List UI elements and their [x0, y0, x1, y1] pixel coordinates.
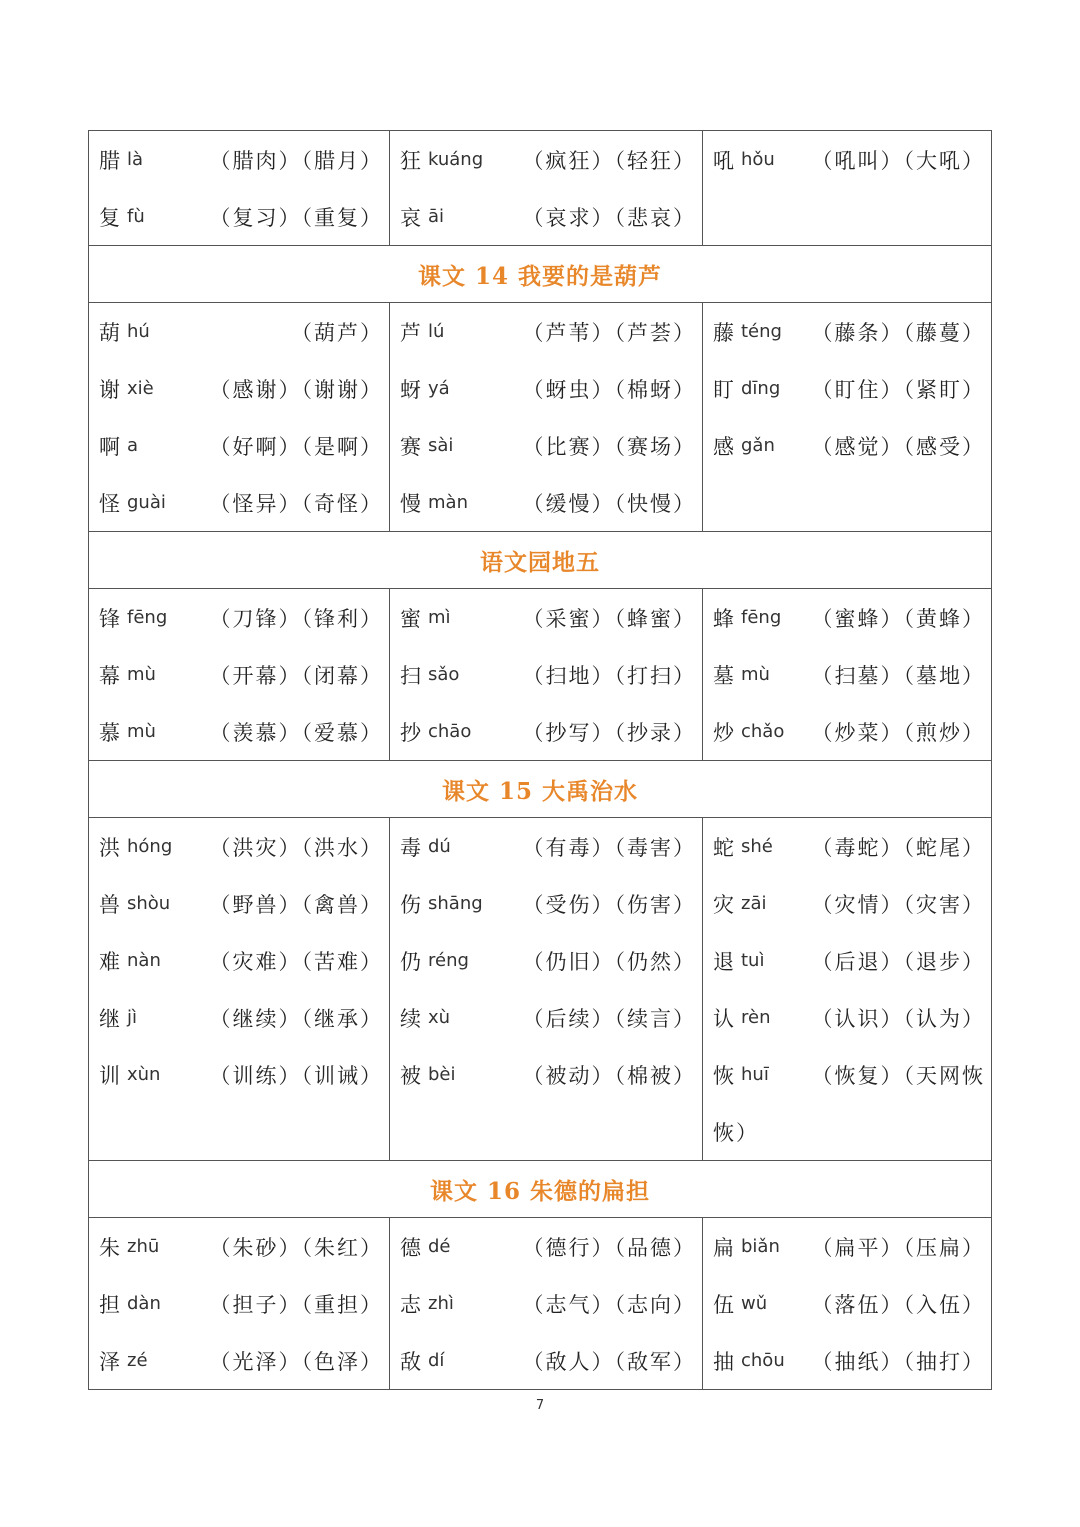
- entry-words: （疯狂）（轻狂）: [522, 148, 696, 173]
- entry-words: （扁平）（压扁）: [811, 1235, 985, 1260]
- entry-words: （蜜蜂）（黄蜂）: [811, 606, 985, 631]
- vocab-cell: [703, 131, 992, 246]
- entry-pinyin: réng: [428, 950, 469, 971]
- entry-words: （光泽）（色泽）: [209, 1349, 383, 1374]
- entry-pinyin: fù: [127, 206, 145, 227]
- entry-character: 蛇: [713, 835, 734, 860]
- vocab-entry: [400, 989, 696, 1046]
- entry-character: 狂: [400, 148, 421, 173]
- entry-words: （刀锋）（锋利）: [209, 606, 383, 631]
- vocab-entry: [400, 188, 696, 245]
- entry-character: 慕: [99, 720, 120, 745]
- entry-pinyin: xiè: [127, 378, 154, 399]
- entry-words: （落伍）（入伍）: [811, 1292, 985, 1317]
- entry-pinyin: zāi: [741, 893, 767, 914]
- entry-words: （开幕）（闭幕）: [209, 663, 383, 688]
- vocab-entry: [99, 875, 383, 932]
- vocab-cell: [89, 303, 390, 532]
- entry-character: 灾: [713, 892, 734, 917]
- vocab-entry: [713, 989, 985, 1046]
- entry-character: 朱: [99, 1235, 120, 1260]
- entry-words: （灾难）（苦难）: [209, 949, 383, 974]
- vocab-cell: [89, 818, 390, 1161]
- vocab-entry: [713, 1218, 985, 1275]
- entry-pinyin: là: [127, 149, 144, 170]
- entry-character: 蚜: [400, 377, 421, 402]
- vocab-cell: [390, 589, 703, 761]
- entry-pinyin: dé: [428, 1236, 451, 1257]
- entry-words: （洪灾）（洪水）: [209, 835, 383, 860]
- entry-character: 被: [400, 1063, 421, 1088]
- vocab-entry: [99, 188, 383, 245]
- vocab-entry: [99, 1275, 383, 1332]
- entry-character: 恢: [713, 1063, 734, 1088]
- entry-character: 啊: [99, 434, 120, 459]
- entry-pinyin: shé: [741, 836, 773, 857]
- vocab-entry: [99, 932, 383, 989]
- entry-character: 锋: [99, 606, 120, 631]
- vocab-entry: [400, 589, 696, 646]
- entry-pinyin: xùn: [127, 1064, 161, 1085]
- entry-words: （训练）（训诫）: [209, 1063, 383, 1088]
- entry-character: 退: [713, 949, 734, 974]
- entry-pinyin: mù: [741, 664, 770, 685]
- entry-words: （比赛）（赛场）: [522, 434, 696, 459]
- vocab-entry: [713, 1332, 985, 1389]
- entry-character: 蜜: [400, 606, 421, 631]
- entry-character: 谢: [99, 377, 120, 402]
- entry-pinyin: mì: [428, 607, 451, 628]
- entry-pinyin: hú: [127, 321, 150, 342]
- entry-words: （怪异）（奇怪）: [209, 491, 383, 516]
- vocab-entry: [713, 875, 985, 932]
- entry-pinyin: gǎn: [741, 435, 775, 456]
- vocab-entry: [400, 417, 696, 474]
- entry-character: 泽: [99, 1349, 120, 1374]
- entry-character: 德: [400, 1235, 421, 1260]
- entry-words: （抽纸）（抽打）: [811, 1349, 985, 1374]
- entry-words: （野兽）（禽兽）: [209, 892, 383, 917]
- entry-words: （感谢）（谢谢）: [209, 377, 383, 402]
- vocab-entry: [713, 589, 985, 646]
- entry-pinyin: biǎn: [741, 1236, 780, 1257]
- vocab-entry: [99, 303, 383, 360]
- section-title: 课文 15 大禹治水: [89, 761, 992, 818]
- entry-pinyin: sài: [428, 435, 454, 456]
- entry-character: 慢: [400, 491, 421, 516]
- entry-words: （志气）（志向）: [522, 1292, 696, 1317]
- vocab-entry: [713, 417, 985, 474]
- entry-character: 伤: [400, 892, 421, 917]
- entry-character: 抽: [713, 1349, 734, 1374]
- vocab-entry: [400, 703, 696, 760]
- entry-pinyin: huī: [741, 1064, 769, 1085]
- section-title: 语文园地五: [89, 532, 992, 589]
- entry-pinyin: dàn: [127, 1293, 161, 1314]
- entry-character: 蜂: [713, 606, 734, 631]
- entry-pinyin: dīng: [741, 378, 781, 399]
- entry-pinyin: jì: [127, 1007, 138, 1028]
- entry-character: 毒: [400, 835, 421, 860]
- vocab-entry: [400, 818, 696, 875]
- entry-pinyin: a: [127, 435, 139, 456]
- vocab-row: [89, 589, 992, 761]
- entry-pinyin: yá: [428, 378, 450, 399]
- entry-character: 认: [713, 1006, 734, 1031]
- entry-pinyin: dú: [428, 836, 451, 857]
- entry-pinyin: rèn: [741, 1007, 771, 1028]
- entry-pinyin: hóng: [127, 836, 173, 857]
- vocab-entry: [400, 474, 696, 531]
- entry-words: （腊肉）（腊月）: [209, 148, 383, 173]
- entry-pinyin: dí: [428, 1350, 445, 1371]
- entry-words: （担子）（重担）: [209, 1292, 383, 1317]
- vocab-entry: [400, 1332, 696, 1389]
- entry-character: 赛: [400, 434, 421, 459]
- vocab-cell: [390, 131, 703, 246]
- vocab-row: [89, 1218, 992, 1390]
- entry-character: 继: [99, 1006, 120, 1031]
- section-header-row: [89, 246, 992, 303]
- vocab-entry: [713, 1275, 985, 1332]
- entry-character: 芦: [400, 320, 421, 345]
- entry-continuation: 恢）: [713, 1120, 759, 1145]
- vocab-entry: [713, 646, 985, 703]
- entry-pinyin: kuáng: [428, 149, 484, 170]
- entry-words: （被动）（棉被）: [522, 1063, 696, 1088]
- vocab-entry: [99, 646, 383, 703]
- vocab-entry: [400, 1046, 696, 1103]
- entry-character: 怪: [99, 491, 120, 516]
- entry-pinyin: hǒu: [741, 149, 775, 170]
- vocab-entry: [400, 875, 696, 932]
- entry-character: 炒: [713, 720, 734, 745]
- entry-character: 藤: [713, 320, 734, 345]
- vocab-entry: [713, 1046, 985, 1103]
- vocab-entry: [713, 932, 985, 989]
- entry-pinyin: tuì: [741, 950, 765, 971]
- vocab-cell: [703, 303, 992, 532]
- entry-character: 墓: [713, 663, 734, 688]
- entry-words: （仍旧）（仍然）: [522, 949, 696, 974]
- entry-character: 志: [400, 1292, 421, 1317]
- vocab-entry: [400, 1275, 696, 1332]
- entry-pinyin: mù: [127, 721, 156, 742]
- entry-words: （继续）（继承）: [209, 1006, 383, 1031]
- entry-character: 续: [400, 1006, 421, 1031]
- entry-character: 担: [99, 1292, 120, 1317]
- vocab-entry: [99, 131, 383, 188]
- entry-character: 仍: [400, 949, 421, 974]
- entry-pinyin: zé: [127, 1350, 148, 1371]
- entry-character: 葫: [99, 320, 120, 345]
- entry-pinyin: guài: [127, 492, 166, 513]
- section-title: 课文 14 我要的是葫芦: [89, 246, 992, 303]
- section-header-row: [89, 1161, 992, 1218]
- entry-pinyin: sǎo: [428, 664, 460, 685]
- entry-words: （盯住）（紧盯）: [811, 377, 985, 402]
- entry-pinyin: fēng: [741, 607, 782, 628]
- entry-pinyin: téng: [741, 321, 782, 342]
- entry-words: （感觉）（感受）: [811, 434, 985, 459]
- vocab-entry: [99, 1332, 383, 1389]
- entry-pinyin: fēng: [127, 607, 168, 628]
- entry-character: 幕: [99, 663, 120, 688]
- entry-words: （敌人）（敌军）: [522, 1349, 696, 1374]
- section-header-row: [89, 761, 992, 818]
- vocab-entry: [400, 303, 696, 360]
- vocab-cell: [89, 589, 390, 761]
- entry-character: 感: [713, 434, 734, 459]
- entry-character: 扫: [400, 663, 421, 688]
- entry-words: （好啊）（是啊）: [209, 434, 383, 459]
- entry-words: （受伤）（伤害）: [522, 892, 696, 917]
- entry-character: 腊: [99, 148, 120, 173]
- vocab-entry: [99, 589, 383, 646]
- vocab-entry: [99, 1218, 383, 1275]
- entry-character: 难: [99, 949, 120, 974]
- entry-character: 抄: [400, 720, 421, 745]
- entry-words: （葫芦）: [291, 320, 383, 345]
- vocab-entry: [713, 360, 985, 417]
- section-title: 课文 16 朱德的扁担: [89, 1161, 992, 1218]
- vocab-entry: [400, 1218, 696, 1275]
- vocab-entry: [400, 131, 696, 188]
- vocab-cell: [89, 131, 390, 246]
- vocab-row: [89, 131, 992, 246]
- entry-character: 吼: [713, 148, 734, 173]
- vocab-entry: [99, 818, 383, 875]
- vocab-row: [89, 303, 992, 532]
- entry-words: （芦苇）（芦荟）: [522, 320, 696, 345]
- entry-pinyin: wǔ: [741, 1293, 768, 1314]
- entry-words: （有毒）（毒害）: [522, 835, 696, 860]
- vocab-entry: [400, 646, 696, 703]
- entry-words: （蚜虫）（棉蚜）: [522, 377, 696, 402]
- entry-words: （藤条）（藤蔓）: [811, 320, 985, 345]
- entry-character: 敌: [400, 1349, 421, 1374]
- entry-character: 训: [99, 1063, 120, 1088]
- entry-pinyin: chōu: [741, 1350, 785, 1371]
- entry-words: （朱砂）（朱红）: [209, 1235, 383, 1260]
- vocab-entry: [713, 703, 985, 760]
- vocab-entry: [99, 474, 383, 531]
- vocab-cell: [390, 1218, 703, 1390]
- vocab-entry: [713, 131, 985, 188]
- vocab-entry: [99, 703, 383, 760]
- entry-character: 兽: [99, 892, 120, 917]
- entry-pinyin: nàn: [127, 950, 161, 971]
- entry-character: 伍: [713, 1292, 734, 1317]
- vocab-cell: [390, 818, 703, 1161]
- entry-words: （灾情）（灾害）: [811, 892, 985, 917]
- entry-pinyin: chāo: [428, 721, 472, 742]
- entry-pinyin: zhū: [127, 1236, 160, 1257]
- vocab-entry: [99, 417, 383, 474]
- section-header-row: [89, 532, 992, 589]
- entry-words: （炒菜）（煎炒）: [811, 720, 985, 745]
- entry-pinyin: lú: [428, 321, 445, 342]
- entry-words: （抄写）（抄录）: [522, 720, 696, 745]
- entry-words: （缓慢）（快慢）: [522, 491, 696, 516]
- entry-words: （后退）（退步）: [811, 949, 985, 974]
- vocab-entry: [99, 360, 383, 417]
- vocab-cell: [390, 303, 703, 532]
- vocab-entry: [400, 360, 696, 417]
- entry-words: （哀求）（悲哀）: [522, 205, 696, 230]
- vocabulary-table: [88, 130, 992, 1390]
- entry-character: 复: [99, 205, 120, 230]
- entry-pinyin: chǎo: [741, 721, 785, 742]
- entry-pinyin: shāng: [428, 893, 483, 914]
- vocab-entry: [713, 303, 985, 360]
- entry-pinyin: zhì: [428, 1293, 454, 1314]
- vocab-row: [89, 818, 992, 1161]
- entry-pinyin: shòu: [127, 893, 171, 914]
- vocab-entry: [99, 989, 383, 1046]
- entry-character: 扁: [713, 1235, 734, 1260]
- entry-pinyin: āi: [428, 206, 445, 227]
- vocab-cell: [703, 1218, 992, 1390]
- entry-words: （复习）（重复）: [209, 205, 383, 230]
- vocab-cell: [703, 818, 992, 1161]
- vocab-entry: [99, 1046, 383, 1103]
- entry-words: （采蜜）（蜂蜜）: [522, 606, 696, 631]
- entry-words: （吼叫）（大吼）: [811, 148, 985, 173]
- entry-pinyin: mù: [127, 664, 156, 685]
- entry-words: （羡慕）（爱慕）: [209, 720, 383, 745]
- entry-pinyin: xù: [428, 1007, 451, 1028]
- entry-words: （扫地）（打扫）: [522, 663, 696, 688]
- vocab-cell: [703, 589, 992, 761]
- entry-character: 哀: [400, 205, 421, 230]
- vocab-entry: [713, 818, 985, 875]
- page-number: 7: [535, 1398, 545, 1413]
- entry-words: （毒蛇）（蛇尾）: [811, 835, 985, 860]
- vocab-entry: [400, 932, 696, 989]
- entry-words: （认识）（认为）: [811, 1006, 985, 1031]
- vocab-cell: [89, 1218, 390, 1390]
- entry-words: （恢复）（天网恢: [811, 1063, 985, 1088]
- entry-pinyin: màn: [428, 492, 468, 513]
- entry-words: （德行）（品德）: [522, 1235, 696, 1260]
- entry-pinyin: bèi: [428, 1064, 456, 1085]
- entry-character: 洪: [99, 835, 120, 860]
- entry-character: 盯: [713, 377, 734, 402]
- entry-words: （后续）（续言）: [522, 1006, 696, 1031]
- entry-words: （扫墓）（墓地）: [811, 663, 985, 688]
